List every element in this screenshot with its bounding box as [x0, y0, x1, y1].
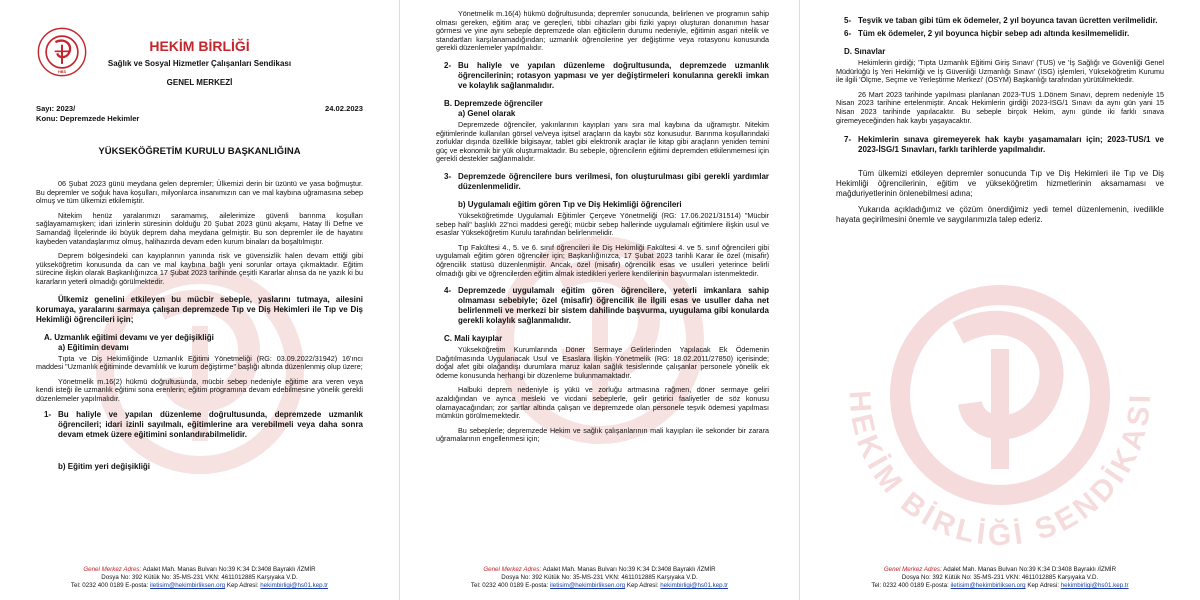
subsection-heading: b) Eğitim yeri değişikliği [58, 461, 151, 471]
footer-kep-link[interactable]: hekimbirligi@hs01.kep.tr [260, 582, 329, 589]
footer-address: Adalet Mah. Manas Bulvarı No:39 K:34 D:3408 Bayraklı /İZMİR [943, 566, 1117, 573]
footer-kep-link[interactable]: hekimbirligi@hs01.kep.tr [660, 582, 729, 589]
closing-paragraph: Tüm ülkemizi etkileyen depremler sonucunda Tıp ve Diş Hekimleri ile Tıp ve Diş Hekimliği öğrencilerinin, eğitim ve yükseköğretim hizmetlerinin aksamaması ve mağduriyetlerinin önlenebilmesi adına; [836, 169, 1164, 199]
paragraph: Tıp Fakültesi 4., 5. ve 6. sınıf öğrencileri ile Diş Hekimliği Fakültesi 4. ve 5. sınıf öğrencileri gibi uygulamalı eğitim gören öğrenciler için; Başkanlığınızca, 17 Şubat 2023 tarihli Karar ile özel (misafir) öğrencilik statüsü düzenlenmiştir. Ancak, özel (misafir) öğrencilik esas ve usulleri yeterince belirli olmadığı gibi ve öğrencilerden eğitim almak istedikleri yerlere kendilerinin başvurmaları istenmektedir. [436, 242, 769, 278]
paragraph: 26 Mart 2023 tarihinde yapılması planlanan 2023-TUS 1.Dönem Sınavı, deprem nedeniyle 15 Nisan 2023 tarihine ertelenmiştir. Ancak Hekimlerin girdiği 2023-İSG/1 Sınavı da aynı gün yani 15 Nisan 2023 tarihinde yapılacaktır. Bu sebeple birçok Hekim, aynı günde iki farklı sınava giremeyeceğinden hak kaybı yaşayacaktır. [836, 89, 1164, 125]
letter-body-2 [436, 10, 769, 450]
letter-footer [800, 566, 1200, 590]
item-number: 6- [844, 29, 852, 38]
letter-body-3 [836, 16, 1164, 231]
footer-label: Genel Merkez Adres: [83, 566, 142, 573]
section-heading: A. Uzmanlık eğitimi devamı ve yer değişikliği [44, 332, 214, 342]
subsection-heading: a) Genel olarak [458, 108, 516, 118]
request-item-3 [444, 172, 769, 192]
paragraph: Yönetmelik m.16(4) hükmü doğrultusunda; depremler sonucunda, belirlenen ve programın sahip olması gereken, eğitim araç ve gereçleri, tıbbi cihazları gibi fiziki yapıyı oluşturan donanımın hasar görmesi ve yine aynı sebeple depremzede olan eğiticilerin durumu nedeniyle, eğitimin asgari nitelik ve standartları karşılanamadığından; uzmanlık öğrencilerine yer değiştirme veya rotasyonu konusunda gerekli düzenlemeler yapılmalıdır. [436, 9, 769, 53]
paragraph: Yönetmelik m.16(2) hükmü doğrultusunda, mücbir sebep nedeniyle eğitime ara veren veya kendi isteği ile uzmanlık eğitimi sona erenlerin; eğitim programına devam edebilmesine yönelik gerekli düzenlemeler yapılmalıdır. [36, 376, 363, 403]
request-item-7 [844, 135, 1164, 155]
item-text: Bu haliyle ve yapılan düzenleme doğrultusunda, depremzede uzmanlık öğrencilerinin; rotasyon yapması ve yer değiştirmeleri konularına gerekli imkan ve kolaylık sağlanmalıdır. [458, 60, 769, 90]
footer-kep-label: Kep Adresi: [626, 582, 659, 589]
paragraph: Yükseköğretim Kurumlarında Döner Sermaye Gelirlerinden Yapılacak Ek Ödemenin Dağıtılmasında Uygulanacak Usul ve Esaslara İlişkin Yönetmelik (RG: 18.02.2011/27850) içerisinde; doğal afet gibi olağandışı durumlara maruz kalan sağlık tesislerinde çalışanlar personele yönelik ek ödeme konusunda herhangi bir düzenleme bulunmamaktadır. [436, 345, 769, 380]
item-number: 7- [844, 135, 852, 145]
paragraph: Halbuki deprem nedeniyle iş yükü ve zorluğu artmasına rağmen, döner sermaye geliri azaldığından ve ayrıca mesleki ve vicdani sebeplerle, gelir getirici faaliyetler de söz konusu olamayacağından; zor şartlar altında çalışan ve depremzede olan personele teşvik ödemesi yapılması mümkün görülmemektedir. [436, 385, 769, 421]
footer-address: Adalet Mah. Manas Bulvarı No:39 K:34 D:3408 Bayraklı /İZMİR [142, 566, 316, 573]
footer-address: Adalet Mah. Manas Bulvarı No:39 K:34 D:3408 Bayraklı /İZMİR [542, 566, 716, 573]
item-number: 2- [444, 60, 452, 70]
footer-label: Genel Merkez Adres: [883, 566, 942, 573]
footer-tel: Tel: 0232 400 0189 E-posta: [470, 582, 549, 589]
letter-page-2 [400, 0, 800, 600]
request-item-5 [844, 16, 1164, 26]
request-item-4 [444, 286, 769, 326]
section-heading: B. Depremzede öğrenciler [444, 98, 543, 108]
paragraph: Depremzede öğrenciler, yakınlarının kayıpları yanı sıra mal kaybına da uğramıştır. Nitekim eğitimlerinde kullanılan görsel ve/veya işitsel araçların da kaybı söz konusudur. Barınma koşullarındaki zorluklar dışında özellikle bilgisayar, tablet gibi elektronik araçlar ile kitap gibi araçların yeniden temini güç ve ekonomik bir yük oluşturmaktadır. Bu sebeple, öğrencilerin eğitimi depremden etkilenmemesi için gerekli destekler sağlanmalıdır. [436, 119, 769, 164]
org-subtitle: Sağlık ve Sosyal Hizmetler Çalışanları Sendikası [107, 59, 292, 68]
letter-footer [0, 566, 399, 590]
letter-page-1 [0, 0, 400, 600]
item-text: Teşvik ve taban gibi tüm ek ödemeler, 2 yıl boyunca tavan ücretten verilmelidir. [858, 16, 1158, 25]
letter-date: 24.02.2023 [324, 104, 363, 113]
section-heading: D. Sınavlar [844, 47, 886, 56]
svg-text:HBS: HBS [58, 69, 66, 74]
item-text: Bu haliyle ve yapılan düzenleme doğrultusunda, depremzede uzmanlık öğrencileri; idari izinli sayılmalı, eğitimlerine ara verebilmeli veya daha sonra devam etmek üzere eğitimini sonlandırabilmelidir. [58, 409, 363, 439]
footer-email-link[interactable]: iletisim@hekimbirliksen.org [950, 582, 1026, 589]
item-number: 5- [844, 16, 852, 25]
letter-subject: Konu: Depremzede Hekimler [36, 114, 140, 123]
item-text: Hekimlerin sınava giremeyerek hak kaybı yaşamamaları için; 2023-TUS/1 ve 2023-İSG/1 Sınavları, farklı tarihlerde yapılmalıdır. [858, 135, 1164, 155]
addressee: YÜKSEKÖĞRETİM KURULU BAŞKANLIĞINA [98, 146, 301, 157]
footer-registry: Dosya No: 392 Kütük No: 35-MS-231 VKN: 4611012885 Karşıyaka V.D. [501, 574, 698, 581]
watermark-text: HEKİM BİRLİĞİ SENDİKASI [842, 389, 1158, 553]
paragraph: Nitekim henüz yaralarımızı saramamış, ailelerimize güvenli barınma koşulları sağlayamamışken; idari izinlerin süresinin dolduğu 20 Şubat 2023 günü akşamı, Hatay İli Defne ve Samandağ İlçelerinde iki büyük deprem daha meydana gelmiştir. Bu son depremler ile de hayatını kaybeden vatandaşlarımız olmuş, halihazırda devam eden kurum binaları da boşaltılmıştır. [36, 210, 363, 246]
org-title: HEKİM BİRLİĞİ [149, 38, 250, 54]
item-number: 3- [444, 171, 452, 181]
paragraph-intro: Ülkemiz genelini etkileyen bu mücbir sebeple, yaslarını tutmaya, ailesini korumaya, yaralarını sarmaya çalışan depremzede Tıp ve Diş Hekimleri ile Tıp ve Diş Hekimliği öğrencileri için; [36, 294, 363, 324]
letter-page-3 [800, 0, 1200, 600]
footer-kep-label: Kep Adresi: [226, 582, 259, 589]
footer-email-link[interactable]: iletisim@hekimbirliksen.org [550, 582, 626, 589]
paragraph: Deprem bölgesindeki can kayıplarının yanında risk ve güvensizlik halen devam ettiği gibi yükseköğretim konusunda da can ve mal kaybına bağlı yeni sorunlar ortaya çıkmaktadır. Eğitim sürecine ilişkin olarak Başkanlığınızca 17 Şubat 2023 tarihinde çeşitli Kararlar alınsa da ne yazık ki bu kararların yeterli olmadığı görülmektedir. [36, 251, 363, 286]
watermark-logo [815, 210, 1185, 580]
letter-meta [36, 104, 363, 124]
subsection-heading: b) Uygulamalı eğitim gören Tıp ve Diş Hekimliği öğrencileri [458, 199, 682, 209]
footer-registry: Dosya No: 392 Kütük No: 35-MS-231 VKN: 4611012885 Karşıyaka V.D. [101, 574, 298, 581]
request-item-2 [444, 61, 769, 91]
footer-email-link[interactable]: iletisim@hekimbirliksen.org [150, 582, 226, 589]
subsection-heading: a) Eğitimin devamı [58, 342, 129, 352]
item-text: Depremzede uygulamalı eğitim gören öğrencilere, yeterli imkanlara sahip olmaması sebebiyle; özel (misafir) öğrencilik ile ilgili esas ve usuller daha net belirlenmeli ve merkezi bir sistem dahilinde başvurma, uyugulama gibi konularda gerekli kolaylık sağlanmalıdır. [458, 286, 769, 326]
item-text: Tüm ek ödemeler, 2 yıl boyunca hiçbir sebep adı altında kesilmemelidir. [858, 29, 1130, 38]
svg-text:HEKİM BİRLİĞİ SENDİKASI [843, 390, 1158, 553]
org-hq: GENEL MERKEZİ [166, 78, 233, 87]
item-number: 4- [444, 286, 452, 296]
paragraph: Bu sebeplerle; depremzede Hekim ve sağlık çalışanlarının mali kayıpları ile sekonder bir zarara uğramalarının engellenmesi için; [436, 425, 769, 444]
letter-body-1 [36, 180, 363, 472]
closing-paragraph: Yukarıda açıkladığımız ve çözüm önerdiğimiz yedi temel düzenlemenin, ivedilikle hayata geçirilmesini önemle ve saygılarımızla talep ederiz. [836, 205, 1164, 225]
footer-kep-link[interactable]: hekimbirligi@hs01.kep.tr [1060, 582, 1129, 589]
item-text: Depremzede öğrencilere burs verilmesi, fon oluşturulması gibi gerekli yardımlar düzenlenmelidir. [458, 171, 769, 191]
paragraph: Tıpta ve Diş Hekimliğinde Uzmanlık Eğitimi Yönetmeliği (RG: 03.09.2022/31942) 16'ıncı maddesi "Uzmanlık eğitiminde devamlılık ve kurum değiştirme" başlığı altında düzenlenmiş olup üzere; [36, 353, 363, 372]
request-item-1 [44, 410, 363, 440]
request-item-6 [844, 29, 1164, 39]
section-heading: C. Mali kayıplar [444, 334, 503, 344]
footer-label: Genel Merkez Adres: [483, 566, 542, 573]
footer-registry: Dosya No: 392 Kütük No: 35-MS-231 VKN: 4611012885 Karşıyaka V.D. [901, 574, 1099, 581]
item-number: 1- [44, 409, 52, 419]
letter-footer [400, 566, 799, 590]
footer-kep-label: Kep Adresi: [1027, 582, 1059, 589]
paragraph: Yükseköğretimde Uygulamalı Eğitimler Çerçeve Yönetmeliği (RG: 17.06.2021/31514) "Mücbir sebep hali" başlıklı 22'nci maddesi gereği; mücbir sebep hallerinde uygulamalı eğitimlere ilişkin usul ve esaslar Yükseköğretim Kurulu tarafından belirlenmelidir. [436, 210, 769, 238]
letter-number: Sayı: 2023/ [36, 104, 76, 113]
footer-tel: Tel: 0232 400 0189 E-posta: [871, 582, 949, 589]
footer-tel: Tel: 0232 400 0189 E-posta: [70, 582, 149, 589]
paragraph: Hekimlerin girdiği; 'Tıpta Uzmanlık Eğitimi Giriş Sınavı' (TUS) ve 'İş Sağlığı ve Güvenliği Genel Müdürlüğü İş Yeri Hekimliği ve İş Güvenliği Uzmanlığı Sınavı' (İSG) işlemleri, Yükseköğretim Kurumu ile ilgili 'Ölçme, Seçme ve Yerleştirme Merkezi' (ÖSYM) Başkanlığı tarafından yürütülmektedir. [836, 58, 1164, 85]
paragraph: 06 Şubat 2023 günü meydana gelen depremler; Ülkemizi derin bir üzüntü ve yasa boğmuştur. Bu depremler ve soğuk hava koşulları, milyonlarca insanımızın can ve mal kaybına uğramasına sebep olmuş ve tüm ülkemizi etkilemiştir. [36, 179, 363, 206]
